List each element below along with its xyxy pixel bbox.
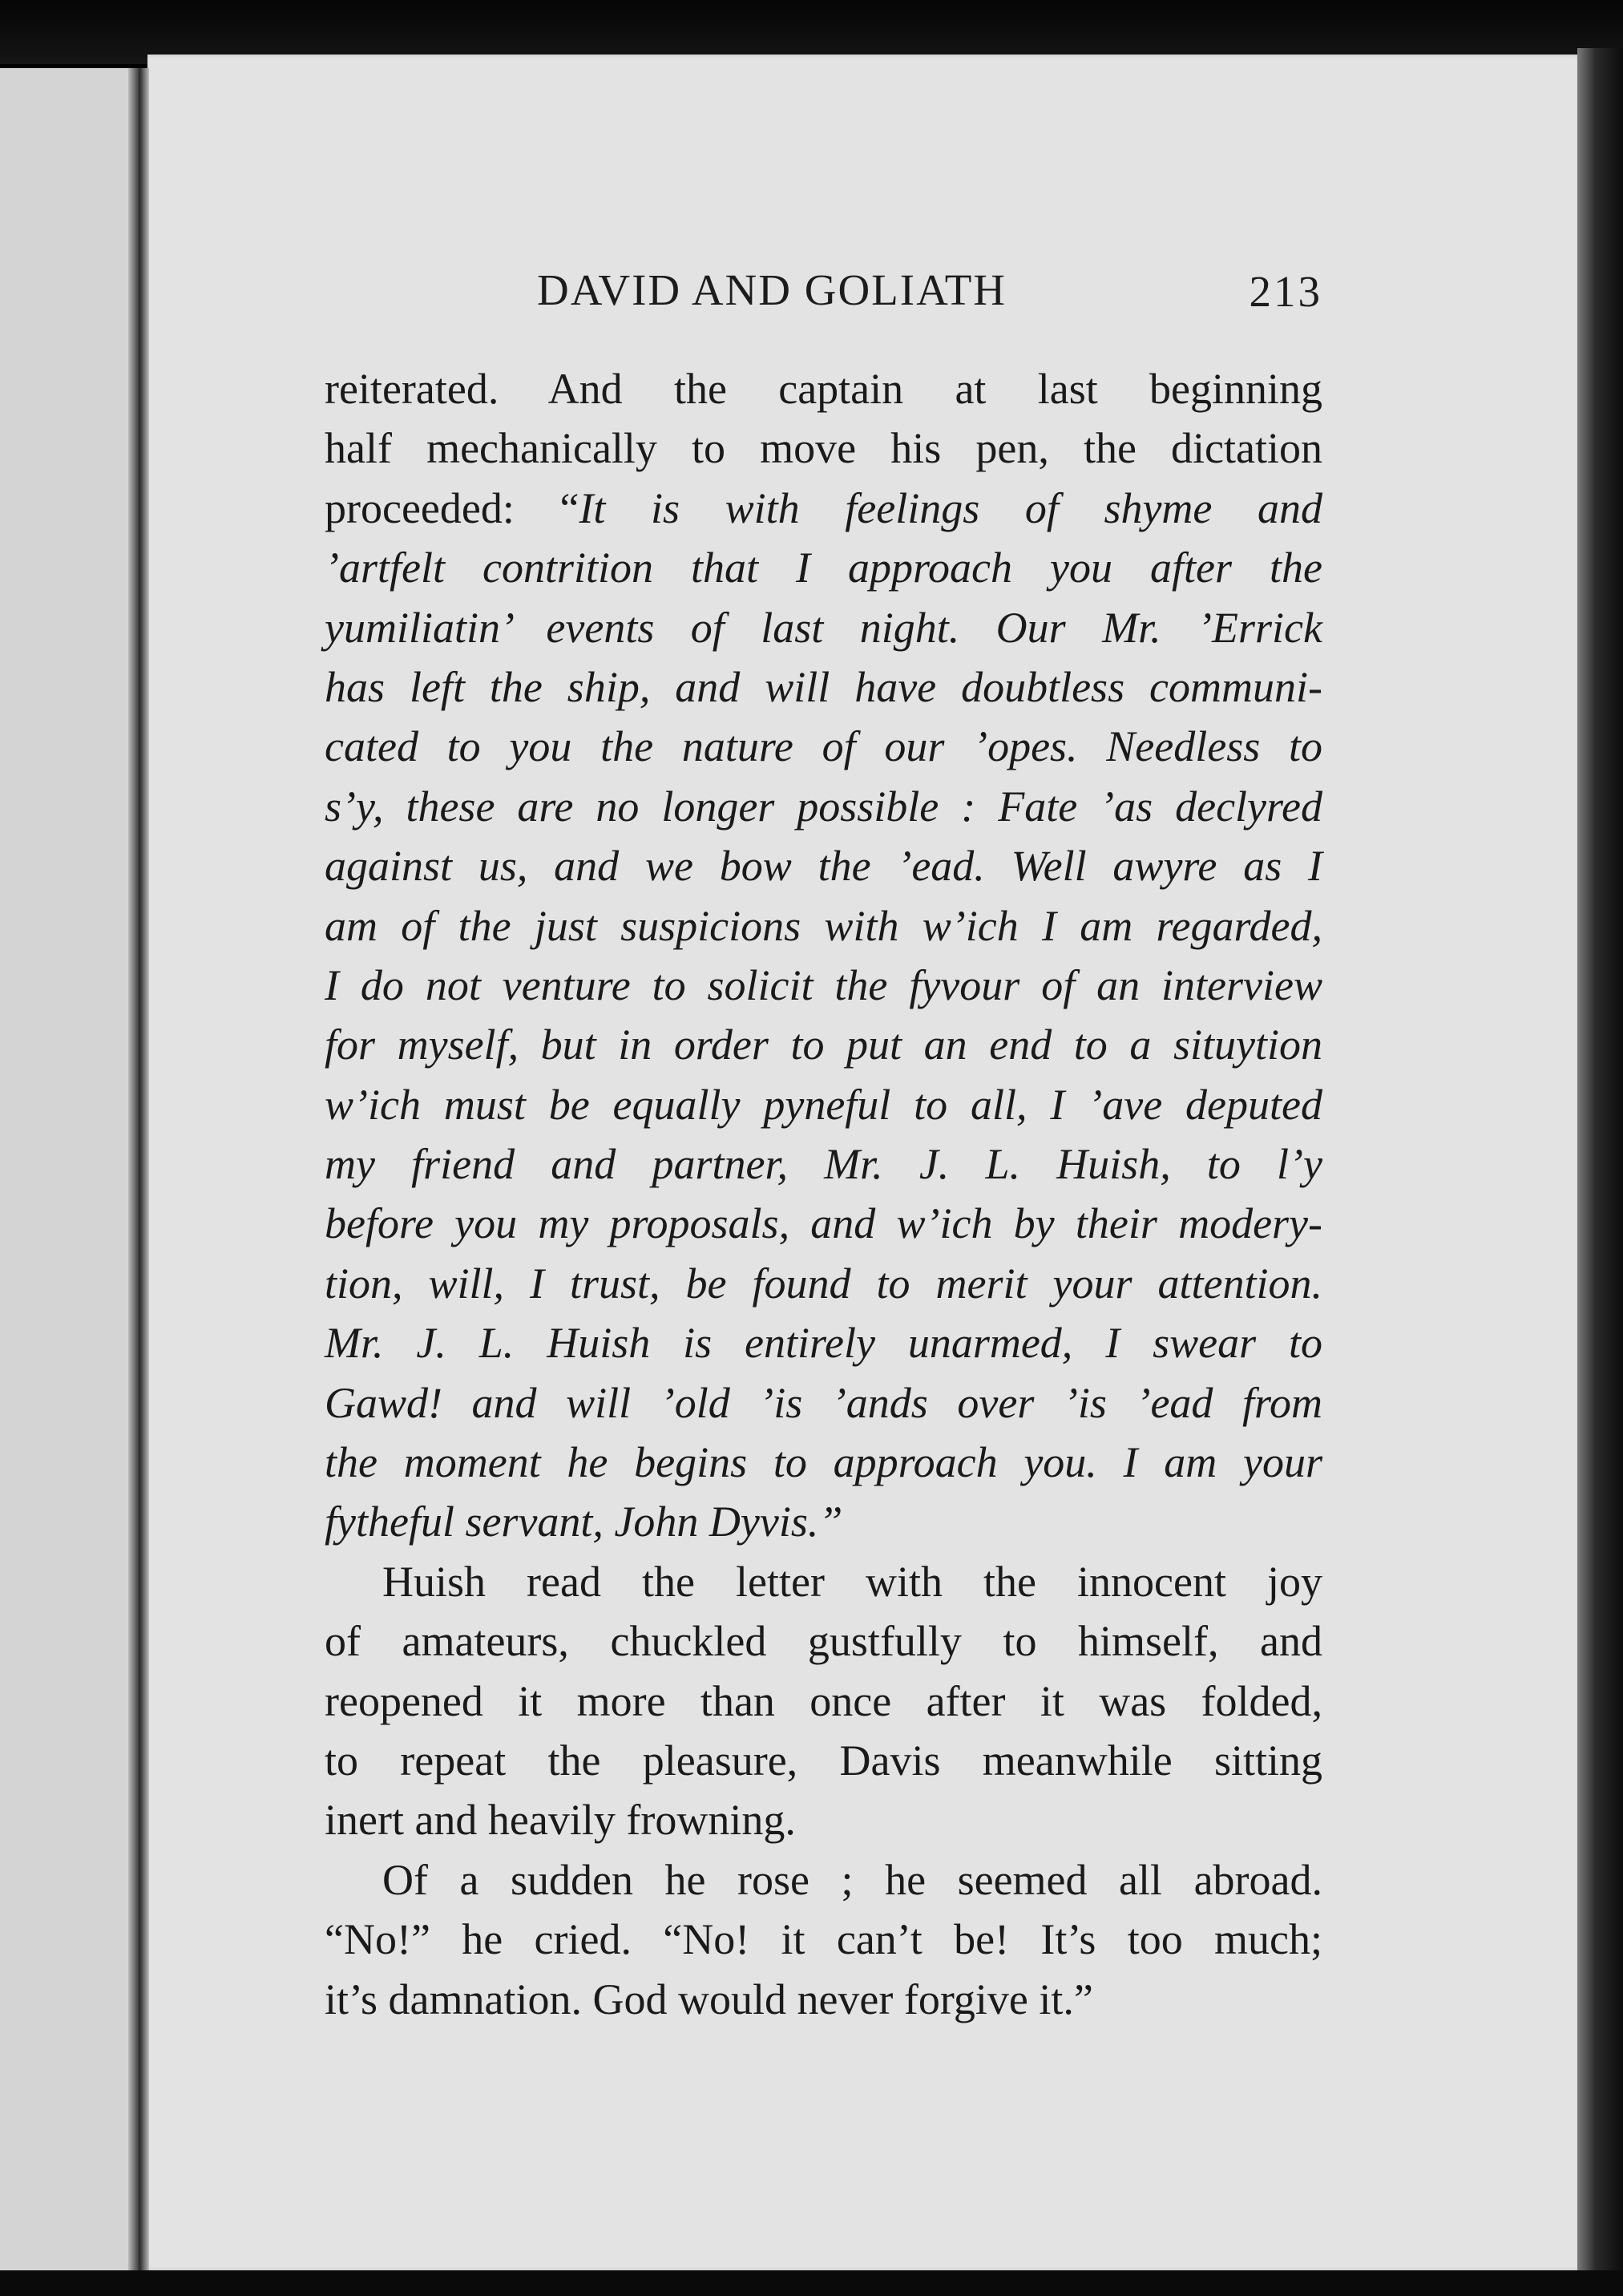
letter-line: cated to you the nature of our ’opes. Needless to xyxy=(325,722,1322,771)
running-title: DAVID AND GOLIATH xyxy=(537,265,1007,314)
text-line: it’s damnation. God would never forgive it.” xyxy=(325,1975,1093,2023)
text-line: reopened it more than once after it was folded, xyxy=(325,1676,1322,1725)
facing-page-edge xyxy=(0,68,135,2281)
letter-line: tion, will, I trust, be found to merit your attention. xyxy=(325,1259,1322,1308)
letter-line: the moment he begins to approach you. I am your xyxy=(325,1438,1322,1487)
letter-line: Gawd! and will ’old ’is ’ands over ’is ’ead from xyxy=(325,1378,1322,1427)
letter-line: before you my proposals, and w’ich by their modery- xyxy=(325,1199,1322,1248)
letter-line: ’artfelt contrition that I approach you after the xyxy=(325,544,1322,592)
text-line: to repeat the pleasure, Davis meanwhile sitting xyxy=(325,1736,1322,1785)
letter-line: for myself, but in order to put an end to a situytion xyxy=(325,1021,1322,1069)
text-line: proceeded: “It is with feelings of shyme and xyxy=(325,483,1323,532)
running-head xyxy=(321,265,1322,329)
text-line: Of a sudden he rose ; he seemed all abroad. xyxy=(382,1855,1322,1904)
letter-line: against us, and we bow the ’ead. Well awyre as I xyxy=(325,842,1322,891)
page-number: 213 xyxy=(1249,267,1322,316)
text-line: reiterated. And the captain at last beginning xyxy=(325,365,1322,413)
book-gutter xyxy=(128,68,149,2281)
text-line: inert and heavily frowning. xyxy=(325,1796,796,1845)
text-line: Huish read the letter with the innocent joy xyxy=(382,1557,1322,1606)
letter-line: my friend and partner, Mr. J. L. Huish, to l’y xyxy=(325,1140,1322,1189)
text-line: “No!” he cried. “No! it can’t be! It’s too much; xyxy=(325,1915,1322,1964)
letter-line: w’ich must be equally pyneful to all, I ’ave deputed xyxy=(325,1080,1322,1129)
letter-line: has left the ship, and will have doubtless communi- xyxy=(325,662,1322,711)
letter-line: am of the just suspicions with w’ich I am regarded, xyxy=(325,901,1322,950)
text-line: of amateurs, chuckled gustfully to himself, and xyxy=(325,1617,1322,1666)
letter-line: fytheful servant, John Dyvis.” xyxy=(325,1498,843,1546)
page-edge-shadow xyxy=(1577,48,1623,2296)
letter-line: s’y, these are no longer possible : Fate ’as declyred xyxy=(325,782,1322,831)
text-line: half mechanically to move his pen, the dictation xyxy=(325,424,1322,473)
body-text xyxy=(325,359,1322,2029)
letter-line: yumiliatin’ events of last night. Our Mr. ’Errick xyxy=(325,603,1322,652)
letter-line: Mr. J. L. Huish is entirely unarmed, I swear to xyxy=(325,1319,1322,1368)
letter-line: I do not venture to solicit the fyvour of an interview xyxy=(325,960,1322,1009)
scan-bottom-shadow xyxy=(0,2270,1623,2296)
